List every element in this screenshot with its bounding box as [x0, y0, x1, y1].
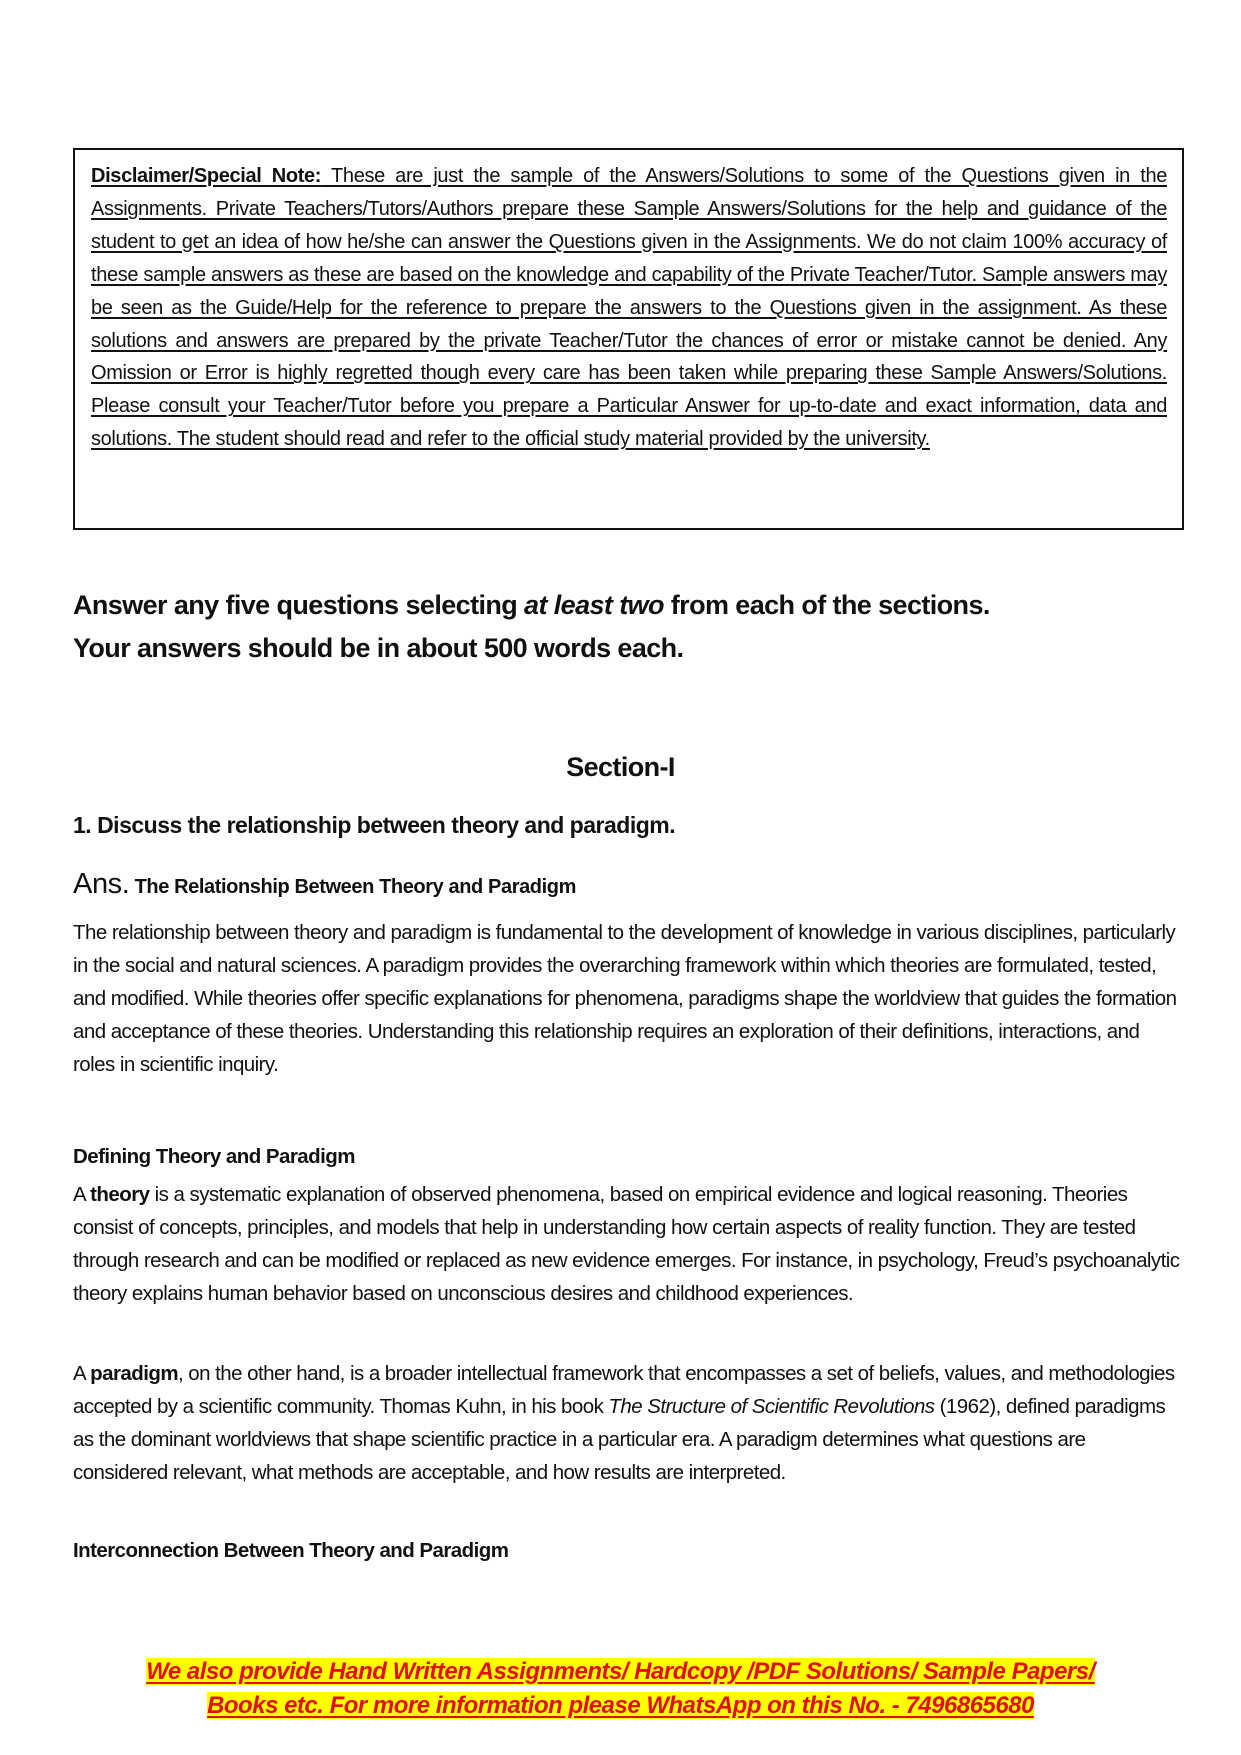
- disclaimer-body: These are just the sample of the Answers/Solutions to some of the Questions given in the Assignments. Private Teachers/Tutors/Authors prepare these Sample Answers/Solutions for the help and guidance of the student to get an idea of how he/she can answer the Questions given in the Assignments. We do not claim 100% accuracy of these sample answers as these are based on the knowledge and capability of the Private Teacher/Tutor. Sample answers may be seen as the Guide/Help for the reference to prepare the answers to the Questions given in the assignment. As these solutions and answers are prepared by the private Teacher/Tutor the chances of error or mistake cannot be denied. Any Omission or Error is highly regretted though every care has been taken while preparing these Sample Answers/Solutions. Please consult your Teacher/Tutor before you prepare a Particular Answer for up-to-date and exact information, data and solutions. The student should read and refer to the official study material provided by the university.: [91, 165, 1167, 451]
- footer-line-1: We also provide Hand Written Assignments/ Hardcopy /PDF Solutions/ Sample Papers/: [146, 1658, 1095, 1685]
- answer-heading: [73, 868, 576, 901]
- paradigm-post: (1962), defined paradigms as the dominant worldviews that shape scientific practice in a particular era. A paradigm determines what questions are considered relevant, what methods are acceptable, and how results are interpreted.: [73, 1395, 1166, 1484]
- theory-post: is a systematic explanation of observed phenomena, based on empirical evidence and logical reasoning. Theories consist of concepts, principles, and models that help in understanding how certain aspects of reality function. They are tested through research and can be modified or replaced as new evidence emerges. For instance, in psychology, Freud’s psychoanalytic theory explains human behavior based on unconscious desires and childhood experiences.: [73, 1183, 1180, 1305]
- footer-promo: [0, 1655, 1241, 1723]
- intro-paragraph: [73, 916, 1183, 1081]
- subheading-defining: Defining Theory and Paradigm: [73, 1145, 355, 1168]
- theory-pre: A: [73, 1183, 91, 1206]
- theory-text: [73, 1178, 1183, 1310]
- section-title: Section-I: [566, 752, 675, 782]
- theory-term: theory: [90, 1183, 150, 1206]
- instructions-emphasis: at least two: [524, 590, 664, 620]
- instructions-line-2: Your answers should be in about 500 words each.: [73, 633, 684, 663]
- paradigm-term: paradigm: [90, 1362, 179, 1385]
- footer-line-2: Books etc. For more information please WhatsApp on this No. - 7496865680: [207, 1692, 1034, 1719]
- disclaimer-text: [91, 160, 1167, 456]
- book-title: The Structure of Scientific Revolutions: [608, 1395, 935, 1418]
- disclaimer-label: Disclaimer/Special Note:: [91, 165, 322, 187]
- disclaimer-box: [73, 148, 1184, 530]
- instructions: [73, 584, 1183, 670]
- answer-title: The Relationship Between Theory and Paradigm: [129, 876, 576, 898]
- intro-text: The relationship between theory and paradigm is fundamental to the development of knowledge in various disciplines, particularly in the social and natural sciences. A paradigm provides the overarching framework within which theories are formulated, tested, and modified. While theories offer specific explanations for phenomena, paradigms shape the worldview that guides the formation and acceptance of these theories. Understanding this relationship requires an exploration of their definitions, interactions, and roles in scientific inquiry.: [73, 921, 1177, 1076]
- question-1: 1. Discuss the relationship between theory and paradigm.: [73, 812, 676, 838]
- instructions-line-1-post: from each of the sections.: [663, 590, 990, 620]
- paradigm-paragraph: [73, 1357, 1183, 1489]
- paradigm-text: [73, 1357, 1183, 1489]
- theory-paragraph: [73, 1178, 1183, 1310]
- paradigm-mid: , on the other hand, is a broader intellectual framework that encompasses a set of beliefs, values, and methodologies accepted by a scientific community. Thomas Kuhn, in his book: [73, 1362, 1175, 1418]
- paradigm-pre: A: [73, 1362, 91, 1385]
- subheading-interconnection: Interconnection Between Theory and Paradigm: [73, 1539, 509, 1562]
- answer-prefix: Ans.: [73, 868, 130, 900]
- instructions-line-1: [73, 584, 1183, 627]
- instructions-line-1-pre: Answer any five questions selecting: [73, 590, 525, 620]
